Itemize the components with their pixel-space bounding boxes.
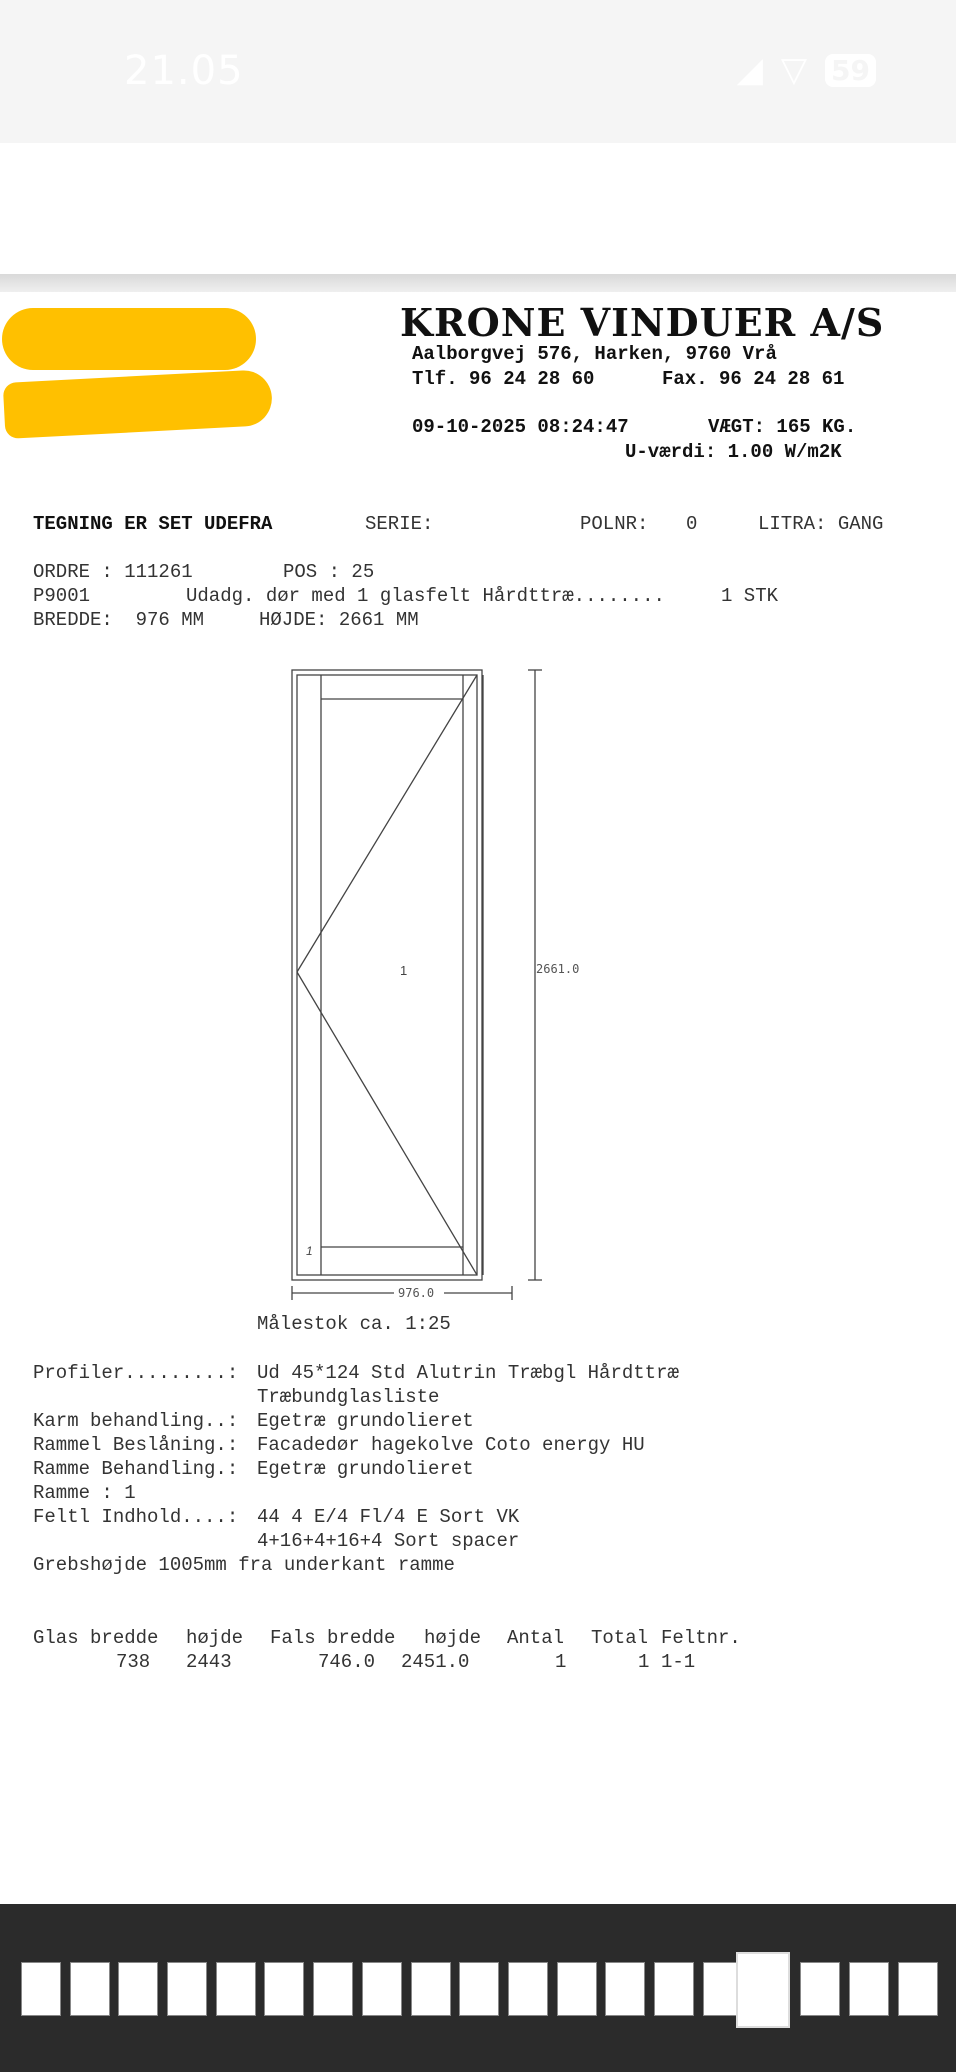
page-thumbnail[interactable] [508,1962,548,2016]
spec-value: Træbundglasliste [257,1386,440,1408]
page-thumbnail[interactable] [557,1962,597,2016]
spec-label: Karm behandling..: [33,1410,239,1432]
table-header: højde [186,1627,244,1649]
redaction-mark [2,308,256,370]
page-thumbnail[interactable] [605,1962,645,2016]
page-thumbnail[interactable] [800,1962,840,2016]
width: BREDDE: 976 MM [33,609,205,631]
spec-label: Grebshøjde 1005mm fra underkant ramme [33,1554,455,1576]
table-header: Fals bredde [270,1627,396,1649]
weight: VÆGT: 165 KG. [708,416,857,438]
spec-value: 44 4 E/4 Fl/4 E Sort VK [257,1506,520,1528]
status-icons [737,50,876,90]
table-cell: 1 [555,1651,567,1673]
table-header: højde [424,1627,482,1649]
page-thumbnail[interactable] [313,1962,353,2016]
table-cell: 738 [116,1651,151,1673]
battery-icon: 59 [825,54,876,87]
page-thumbnail[interactable] [216,1962,256,2016]
page-thumbnail[interactable] [167,1962,207,2016]
item-code: P9001 [33,585,91,607]
status-bar [0,0,956,143]
item-description: Udadg. dør med 1 glasfelt Hårdttræ........ [186,585,665,607]
spec-label: Rammel Beslåning.: [33,1434,239,1456]
wifi-icon: ▽ [780,50,808,90]
spec-label: Ramme Behandling.: [33,1458,239,1480]
spec-value: 4+16+4+16+4 Sort spacer [257,1530,520,1552]
company-fax: Fax. 96 24 28 61 [662,368,845,390]
table-header: Glas bredde [33,1627,159,1649]
frame-inner [297,675,477,1275]
page-thumbnail[interactable] [411,1962,451,2016]
litra: LITRA: GANG [758,513,884,535]
order-number: ORDRE : 111261 [33,561,193,583]
page-thumbnail[interactable] [118,1962,158,2016]
table-header: Feltnr. [661,1627,741,1649]
signal-icon: ◢ [736,50,763,90]
spec-value: Facadedør hagekolve Coto energy HU [257,1434,645,1456]
field-label: 1 [400,963,408,978]
sash-label: 1 [306,1244,313,1258]
item-quantity: 1 STK [721,585,779,607]
table-cell: 1 [638,1651,650,1673]
opening-line-top [297,675,477,972]
table-cell: 2443 [186,1651,232,1673]
spec-value: Ud 45*124 Std Alutrin Træbgl Hårdttræ [257,1362,679,1384]
height-dimension-label: 2661.0 [536,962,580,976]
page-thumbnail[interactable] [849,1962,889,2016]
table-cell: 1-1 [661,1651,696,1673]
width-dimension-label: 976.0 [398,1286,435,1300]
page-thumbnail[interactable] [70,1962,110,2016]
print-datetime: 09-10-2025 08:24:47 [412,416,629,438]
page-thumbnail-current[interactable] [736,1952,790,2028]
scale-label: Målestok ca. 1:25 [257,1313,451,1335]
spec-label: Profiler.........: [33,1362,239,1384]
opening-line-bottom [297,972,477,1275]
polnr-label: POLNR: [580,513,649,535]
page-thumbnail[interactable] [264,1962,304,2016]
table-cell: 746.0 [318,1651,376,1673]
page-thumbnail[interactable] [362,1962,402,2016]
spec-value: Egetræ grundolieret [257,1458,474,1480]
polnr-value: 0 [686,513,698,535]
redaction-mark [3,369,274,439]
company-address: Aalborgvej 576, Harken, 9760 Vrå [412,343,777,365]
page-thumbnail[interactable] [21,1962,61,2016]
spec-label: Feltl Indhold....: [33,1506,239,1528]
table-header: Total [591,1627,649,1649]
company-name: KRONE VINDUER A/S [400,300,885,345]
table-cell: 2451.0 [401,1651,470,1673]
spec-label: Ramme : 1 [33,1482,136,1504]
page-divider [0,274,956,292]
spec-value: Egetræ grundolieret [257,1410,474,1432]
table-header: Antal [507,1627,565,1649]
height: HØJDE: 2661 MM [259,609,419,631]
drawing-note: TEGNING ER SET UDEFRA [33,513,273,535]
page-thumbnail[interactable] [459,1962,499,2016]
company-phone: Tlf. 96 24 28 60 [412,368,595,390]
status-time: 21.05 [124,48,244,94]
page-thumbnail[interactable] [654,1962,694,2016]
page-thumbnail[interactable] [898,1962,938,2016]
serie-label: SERIE: [365,513,434,535]
u-value: U-værdi: 1.00 W/m2K [625,441,842,463]
door-drawing [270,660,610,1300]
position: POS : 25 [283,561,375,583]
